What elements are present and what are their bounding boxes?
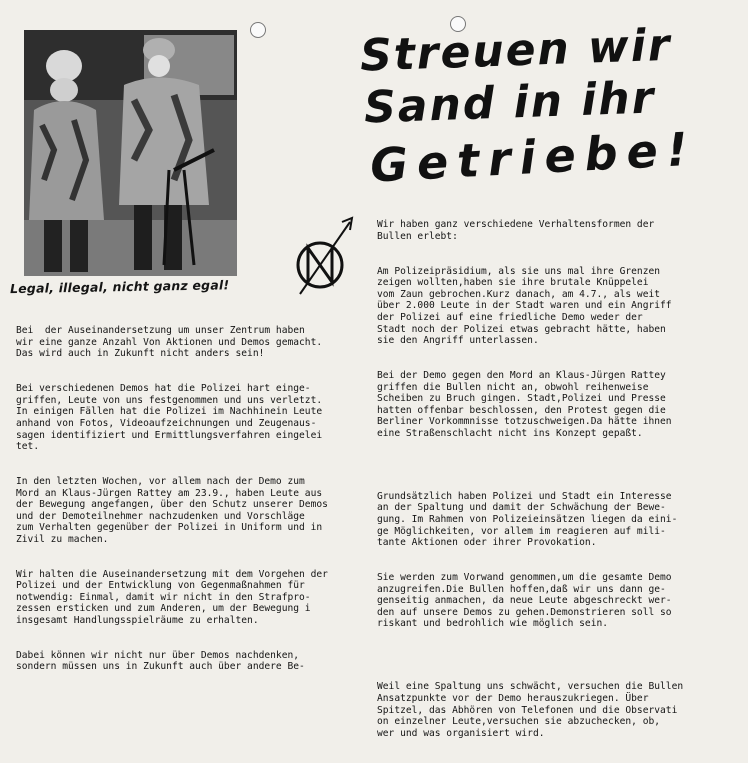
headline-line-1: Streuen wir — [359, 19, 673, 82]
headline — [359, 19, 740, 193]
paragraph: In den letzten Wochen, vor allem nach der Demo zum Mord an Klaus-Jürgen Rattey am 23.9., haben Leute aus der Bewegung angefangen, über den Schutz unserer Demos und der Demoteilnehmer nachzudenken und Vorschläge zum Verhalten gegenüber der Polizei in Uniform und in Zivil zu machen. — [16, 475, 328, 545]
paragraph: Wir haben ganz verschiedene Verhaltensformen der Bullen erlebt: — [377, 219, 655, 242]
left-text-column — [16, 302, 350, 696]
paragraph: Bei der Demo gegen den Mord an Klaus-Jürgen Rattey griffen die Bullen nicht an, obwohl reihenweise Scheiben zu Bruch gingen. Stadt,Polizei und Presse hatten offenbar beschlossen, den Protest gegen die Berliner Vorkommnisse totzuschweigen.Da hätte ihnen eine Straßenschlacht nicht ins Konzept gepaßt. — [377, 369, 672, 439]
paragraph: Am Polizeipräsidium, als sie uns mal ihre Grenzen zeigen wollten,haben sie ihre brutale Knüppelei vom Zaun gebrochen.Kurz danach, am 4.7., als weit über 2.000 Leute in der Stadt waren und ein Angriff der Polizei auf eine friedliche Demo weder der Stadt noch der Polizei etwas gebracht hätte, haben sie den Angriff unterlassen. — [377, 265, 672, 347]
right-text-column — [377, 196, 747, 763]
photo-image — [24, 30, 237, 276]
paragraph: Wir halten die Auseinandersetzung mit dem Vorgehen der Polizei und der Entwicklung von Gegenmaßnahmen für notwendig: Einmal, damit wir nicht in den Strafpro- zessen ersticken und zum Anderen, um der Bewegung i insgesamt Handlungsspielräume zu erhalten. — [16, 568, 328, 627]
headline-line-3: Getriebe! — [368, 121, 698, 193]
paragraph: Bei der Auseinandersetzung um unser Zentrum haben wir eine ganze Anzahl Von Aktionen und Demos gemacht. Das wird auch in Zukunft nicht anders sein! — [16, 325, 323, 360]
punch-hole-left — [250, 22, 266, 38]
paragraph-gap — [377, 463, 747, 468]
paragraph-gap — [377, 653, 747, 658]
paragraph: Grundsätzlich haben Polizei und Stadt ein Interesse an der Spaltung und damit der Schwächung der Bewe- gung. Im Rahmen von Polizeieinsätzen liegen da eini- ge Möglichkeiten, vor allem im reagieren auf mili- tante Aktionen oder ihrer Provokation. — [377, 490, 678, 549]
paragraph: Bei verschiedenen Demos hat die Polizei hart einge- griffen, Leute von uns festgenommen und uns verletzt. In einigen Fällen hat die Polizei im Nachhinein Leute anhand von Fotos, Videoaufzeichnungen und Zeugenaus- sagen identifiziert und Ermittlungsverfahren eingelei tet. — [16, 383, 323, 453]
photo-police-officers — [24, 30, 237, 276]
headline-line-2: Sand in ihr — [363, 72, 657, 134]
photo-caption: Legal, illegal, nicht ganz egal! — [9, 277, 230, 297]
paragraph: Sie werden zum Vorwand genommen,um die gesamte Demo anzugreifen.Die Bullen hoffen,daß wir uns dann ge- genseitig anmachen, da neue Leute abgeschreckt wer- den auf unsere Demos zu gehen.Demonstrieren soll so riskant und bedrohlich wie möglich sein. — [377, 572, 672, 630]
paragraph: Dabei können wir nicht nur über Demos nachdenken, sondern müssen uns in Zukunft auch über andere Be- — [16, 649, 305, 673]
anarchist-symbol-icon — [292, 210, 362, 296]
paragraph: Weil eine Spaltung uns schwächt, versuchen die Bullen Ansatzpunkte vor der Demo herauszukriegen. Über Spitzel, das Abhören von Telefonen und die Observati on einzelner Leute,versuchen sie abzuchecken, ob, wer und was organisiert wird. — [377, 681, 684, 739]
